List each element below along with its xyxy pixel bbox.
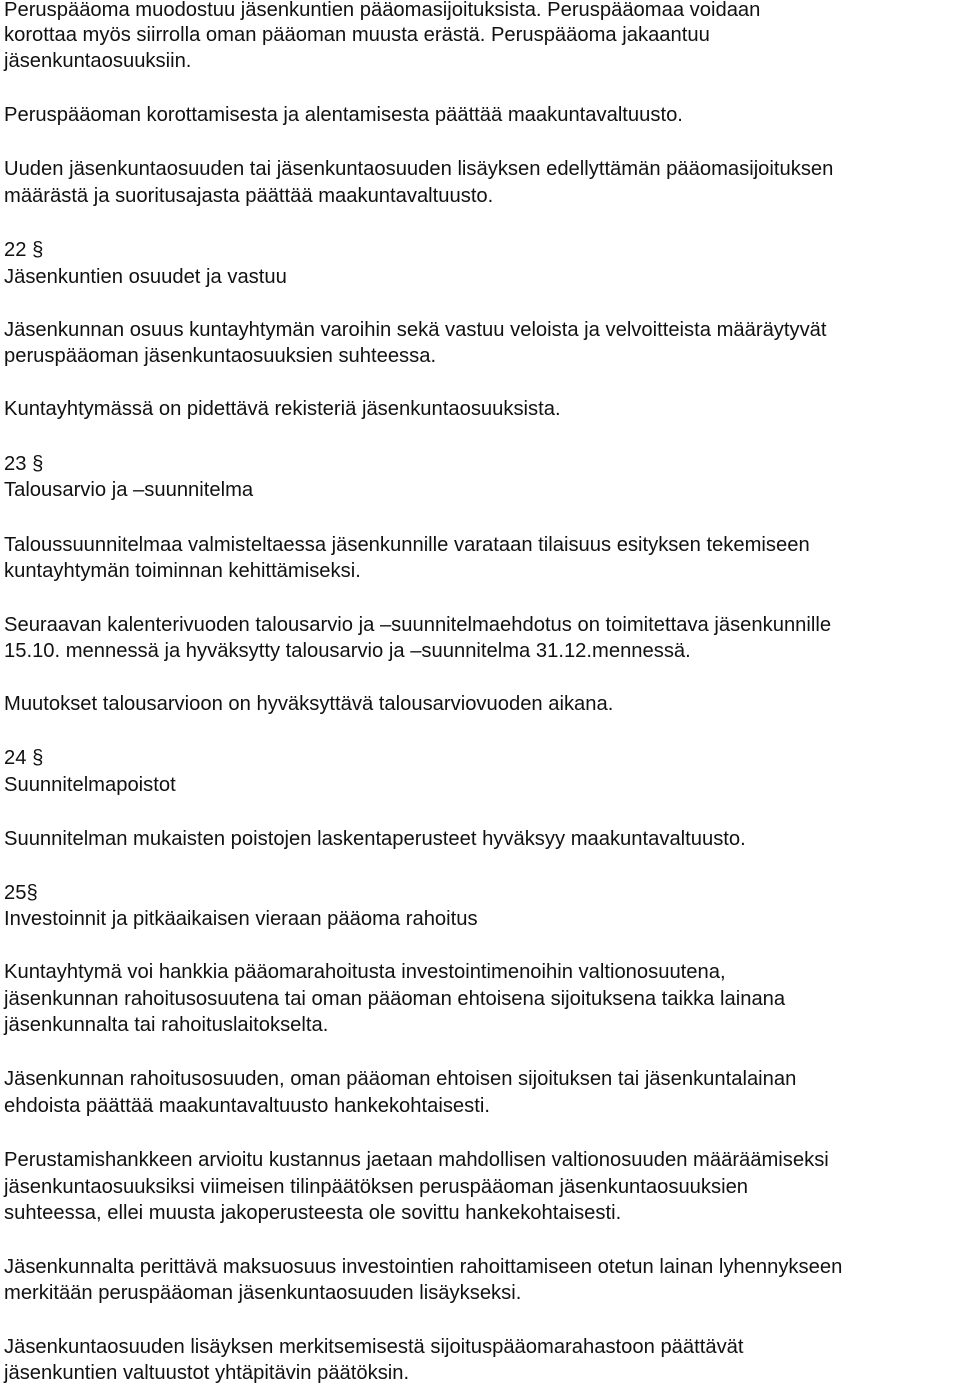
section-25-p1-line-1: Kuntayhtymä voi hankkia pääomarahoitusta investointimenoihin valtionosuutena, bbox=[4, 961, 726, 983]
section-22-p2: Kuntayhtymässä on pidettävä rekisteriä jäsenkuntaosuuksista. bbox=[4, 398, 561, 420]
section-22-p1-line-1: Jäsenkunnan osuus kuntayhtymän varoihin sekä vastuu veloista ja velvoitteista määräytyvät bbox=[4, 319, 827, 341]
section-23-number: 23 § bbox=[4, 453, 44, 475]
paragraph-korotus: Peruspääoman korottamisesta ja alentamisesta päättää maakuntavaltuusto. bbox=[4, 104, 683, 126]
intro-line-2: korottaa myös siirrolla oman pääoman muusta erästä. Peruspääoma jakaantuu bbox=[4, 24, 710, 46]
section-25-p2-line-2: ehdoista päättää maakuntavaltuusto hankekohtaisesti. bbox=[4, 1095, 490, 1117]
section-25-p3-line-3: suhteessa, ellei muusta jakoperusteesta ole sovittu hankekohtaisesti. bbox=[4, 1202, 622, 1224]
section-25-title: Investoinnit ja pitkäaikaisen vieraan pääoma rahoitus bbox=[4, 908, 478, 930]
section-25-p3-line-1: Perustamishankkeen arvioitu kustannus jaetaan mahdollisen valtionosuuden määräämiseksi bbox=[4, 1149, 829, 1171]
section-25-p3-line-2: jäsenkuntaosuuksiksi viimeisen tilinpäätöksen peruspääoman jäsenkuntaosuuksien bbox=[4, 1176, 749, 1198]
section-23-p2-line-1: Seuraavan kalenterivuoden talousarvio ja –suunnitelmaehdotus on toimitettava jäsenkunnille bbox=[4, 614, 832, 636]
section-24-title: Suunnitelmapoistot bbox=[4, 774, 176, 796]
section-25-p4-line-2: merkitään peruspääoman jäsenkuntaosuuden lisäykseksi. bbox=[4, 1282, 522, 1304]
section-25-p4-line-1: Jäsenkunnalta perittävä maksuosuus investointien rahoittamiseen otetun lainan lyhennykseen bbox=[4, 1256, 843, 1278]
section-23-title: Talousarvio ja –suunnitelma bbox=[4, 479, 254, 501]
section-23-p1-line-1: Taloussuunnitelmaa valmisteltaessa jäsenkunnille varataan tilaisuus esityksen tekemiseen bbox=[4, 534, 810, 556]
section-22-number: 22 § bbox=[4, 239, 44, 261]
section-25-number: 25§ bbox=[4, 882, 38, 904]
section-25-p1-line-2: jäsenkunnan rahoitusosuutena tai oman pääoman ehtoisena sijoituksena taikka lainana bbox=[4, 988, 786, 1010]
paragraph-uuden-line-2: määrästä ja suoritusajasta päättää maakuntavaltuusto. bbox=[4, 185, 494, 207]
intro-line-1: Peruspääoma muodostuu jäsenkuntien pääomasijoituksista. Peruspääomaa voidaan bbox=[4, 0, 761, 21]
paragraph-uuden-line-1: Uuden jäsenkuntaosuuden tai jäsenkuntaosuuden lisäyksen edellyttämän pääomasijoituksen bbox=[4, 158, 834, 180]
section-22-title: Jäsenkuntien osuudet ja vastuu bbox=[4, 266, 287, 288]
section-23-p2-line-2: 15.10. mennessä ja hyväksytty talousarvio ja –suunnitelma 31.12.mennessä. bbox=[4, 640, 691, 662]
intro-line-3: jäsenkuntaosuuksiin. bbox=[4, 50, 192, 72]
section-22-p1-line-2: peruspääoman jäsenkuntaosuuksien suhteessa. bbox=[4, 345, 437, 367]
section-23-p3: Muutokset talousarvioon on hyväksyttävä talousarviovuoden aikana. bbox=[4, 693, 614, 715]
section-23-p1-line-2: kuntayhtymän toiminnan kehittämiseksi. bbox=[4, 560, 361, 582]
section-25-p1-line-3: jäsenkunnalta tai rahoituslaitokselta. bbox=[4, 1014, 329, 1036]
section-24-p1: Suunnitelman mukaisten poistojen laskentaperusteet hyväksyy maakuntavaltuusto. bbox=[4, 828, 746, 850]
section-24-number: 24 § bbox=[4, 747, 44, 769]
section-25-p5-line-1: Jäsenkuntaosuuden lisäyksen merkitsemisestä sijoituspääomarahastoon päättävät bbox=[4, 1336, 744, 1358]
section-25-p5-line-2: jäsenkuntien valtuustot yhtäpitävin päätöksin. bbox=[4, 1362, 410, 1384]
section-25-p2-line-1: Jäsenkunnan rahoitusosuuden, oman pääoman ehtoisen sijoituksen tai jäsenkuntalainan bbox=[4, 1068, 797, 1090]
